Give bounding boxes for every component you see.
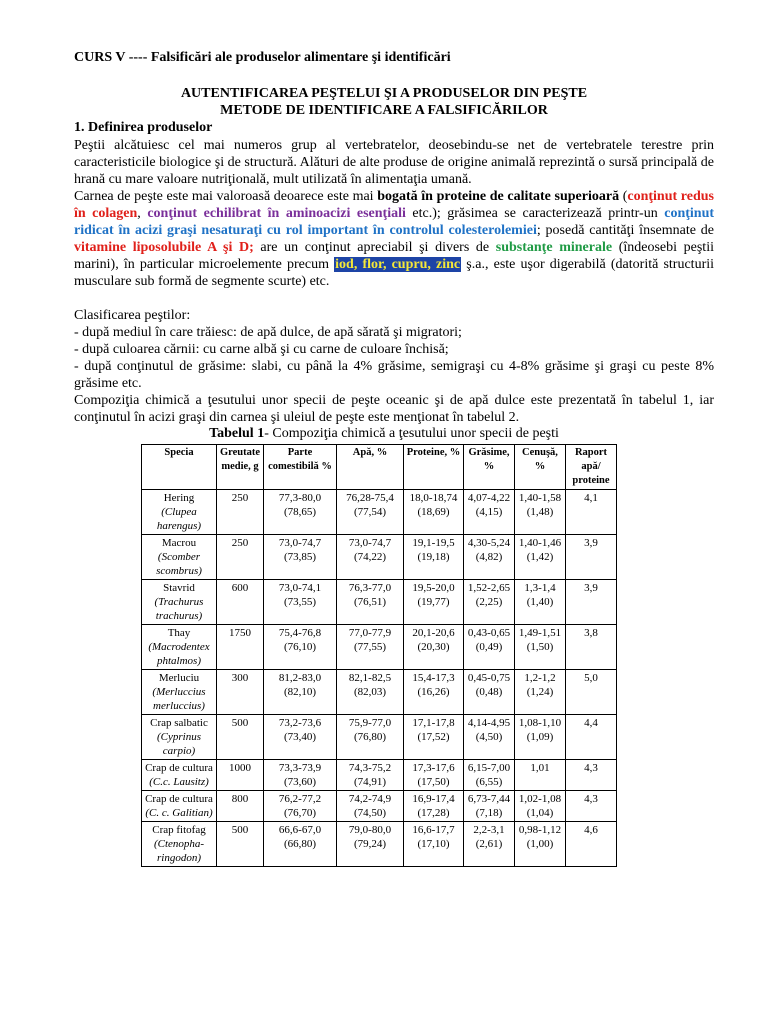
edible-cell [264,580,337,625]
species-name: Thay [167,627,191,639]
weight-cell [217,535,264,580]
classification-item: - după culoarea cărnii: cu carne albă şi cu carne de culoare închisă; [74,342,449,357]
water-cell [337,580,404,625]
cell-value: 16,6-17,7 [412,824,455,836]
cell-value: 1,3-1,4 [524,582,556,594]
header-cell: Apă, % [337,445,404,490]
fat-cell [464,625,515,670]
ash-cell [515,822,566,867]
cell-value: (73,85) [283,551,317,563]
cell-value: 500 [231,824,249,836]
cell-value: 250 [231,492,249,504]
cell-value: 1,08-1,10 [518,717,562,729]
cell-value: 3,9 [584,537,598,549]
fat-cell [464,822,515,867]
cell-value: (0,48) [475,686,503,698]
cell-value: 73,0-74,7 [278,537,322,549]
cell-value: 1750 [229,627,251,639]
species-name: Crap de cultura [145,762,213,774]
ratio-cell [566,580,617,625]
cell-value: (76,80) [353,731,387,743]
water-cell [337,625,404,670]
cell-value: 74,2-74,9 [348,793,392,805]
cell-value: 3,9 [584,582,598,594]
protein-cell [404,535,464,580]
classification-item: - după mediul în care trăiesc: de apă dulce, de apă sărată şi migratori; [74,325,462,340]
cell-value: 4,3 [584,762,598,774]
cell-value: 4,4 [584,717,598,729]
cell-value: 1,01 [530,762,550,774]
cell-value: 1,40-1,46 [518,537,562,549]
ratio-cell [566,760,617,791]
cell-value: (19,18) [417,551,450,563]
cell-value: 66,6-67,0 [278,824,322,836]
cell-value: 77,0-77,9 [348,627,392,639]
cell-value: 75,4-76,8 [278,627,322,639]
ash-cell [515,791,566,822]
protein-cell [404,670,464,715]
cell-value: 1,40-1,58 [518,492,562,504]
cell-value: 15,4-17,3 [412,672,455,684]
protein-cell [404,625,464,670]
ash-cell [515,715,566,760]
edible-cell [264,791,337,822]
cell-value: (82,10) [283,686,317,698]
caption-text: - Compoziţia chimică a ţesutului unor specii de peşti [264,426,559,441]
species-latin: (Scomber scombrus) [156,551,202,577]
cell-value: 4,14-4,95 [467,717,511,729]
species-cell [142,670,217,715]
cell-value: 17,3-17,6 [412,762,455,774]
text-span: ( [619,189,628,204]
cell-value: (16,26) [417,686,450,698]
cell-value: 0,98-1,12 [518,824,562,836]
ash-cell [515,580,566,625]
cell-value: 76,2-77,2 [278,793,322,805]
cell-value: 4,1 [584,492,598,504]
cell-value: 77,3-80,0 [278,492,322,504]
protein-cell [404,822,464,867]
text-span: etc.); grăsimea se caracterizează printr-un [405,206,665,221]
cell-value: (82,03) [353,686,387,698]
cell-value: 250 [231,537,249,549]
ratio-cell [566,715,617,760]
fat-cell [464,715,515,760]
weight-cell [217,822,264,867]
water-cell [337,670,404,715]
species-latin: (Clupea harengus) [156,506,202,532]
table-body [142,490,617,867]
species-latin: (Macrodentex phtalmos) [148,641,210,667]
header-cell: Cenuşă, % [515,445,566,490]
cell-value: (18,69) [417,506,450,518]
water-cell [337,822,404,867]
water-cell [337,791,404,822]
cell-value: 800 [231,793,249,805]
fat-cell [464,535,515,580]
edible-cell [264,535,337,580]
cell-value: (6,55) [475,776,503,788]
weight-cell [217,715,264,760]
cell-value: 4,6 [584,824,598,836]
highlight-protein: bogată în proteine de calitate superioară [377,189,620,204]
species-cell [142,791,217,822]
cell-value: 1000 [229,762,251,774]
cell-value: (0,49) [475,641,503,653]
cell-value: 2,2-3,1 [473,824,505,836]
edible-cell [264,625,337,670]
cell-value: 4,30-5,24 [467,537,511,549]
table-row [142,791,617,822]
ash-cell [515,760,566,791]
cell-value: 4,07-4,22 [467,492,511,504]
edible-cell [264,490,337,535]
header-cell: Specia [142,445,217,490]
caption-label: Tabelul 1 [209,426,265,441]
protein-cell [404,715,464,760]
ash-cell [515,535,566,580]
cell-value: (2,61) [475,838,503,850]
cell-value: 5,0 [584,672,598,684]
species-cell [142,625,217,670]
cell-value: (2,25) [475,596,503,608]
cell-value: (19,77) [417,596,450,608]
header-cell: Proteine, % [404,445,464,490]
cell-value: 82,1-82,5 [348,672,392,684]
species-latin: (C.c. Lausitz) [149,776,209,788]
highlight-fatty-acids: conţinut ridicat în acizi graşi nesaturaţi cu rol important în controlul colesterolemiei [74,206,715,238]
text-span: ; posedă cantităţi însemnate de [536,223,714,238]
table-row [142,670,617,715]
paragraph-intro: Peştii alcătuiesc cel mai numeros grup al vertebratelor, deosebindu-se net de vertebratele terestre prin caracteristicile biologice şi de structură. Alături de alte produse de origine animală reprezintă o sursă principală de hrană cu mare valoare nutriţională, mult utilizată în alimentaţia umană. [74,138,714,187]
protein-cell [404,791,464,822]
cell-value: 1,2-1,2 [524,672,556,684]
cell-value: (1,04) [526,807,554,819]
species-name: Crap fitofag [152,824,206,836]
species-name: Stavrid [163,582,195,594]
protein-cell [404,760,464,791]
table-row [142,580,617,625]
cell-value: (17,28) [417,807,450,819]
table-row [142,625,617,670]
cell-value: (1,40) [526,596,554,608]
cell-value: 3,8 [584,627,598,639]
cell-value: 16,9-17,4 [412,793,455,805]
text-span: ş.a., este uşor digerabilă (datorită structurii musculare sub formă de segmente scurte) etc. [74,257,715,289]
cell-value: (76,51) [353,596,387,608]
water-cell [337,490,404,535]
cell-value: (1,09) [526,731,554,743]
classification-item: - după conţinutul de grăsime: slabi, cu până la 4% grăsime, semigraşi cu 4-8% grăsime şi graşi cu peste 8% grăsime etc. [74,359,714,391]
table-row [142,822,617,867]
edible-cell [264,760,337,791]
cell-value: 73,3-73,9 [278,762,322,774]
species-latin: (Trachurus trachurus) [154,596,204,622]
species-cell [142,715,217,760]
species-cell [142,490,217,535]
cell-value: 74,3-75,2 [348,762,392,774]
text-span: are un conţinut apreciabil şi divers de [253,240,496,255]
table-row [142,535,617,580]
cell-value: (17,52) [417,731,450,743]
weight-cell [217,625,264,670]
species-name: Crap salbatic [150,717,208,729]
cell-value: (73,60) [283,776,317,788]
cell-value: 76,3-77,0 [348,582,392,594]
cell-value: 4,3 [584,793,598,805]
species-name: Macrou [161,537,197,549]
cell-value: 0,45-0,75 [467,672,511,684]
cell-value: (1,50) [526,641,554,653]
text-span: (îndeosebi peştii marini), în particular microelemente precum [74,240,714,272]
fat-cell [464,670,515,715]
paragraph-composition: Compoziţia chimică a ţesutului unor specii de peşte oceanic şi de apă dulce este prezentată în tabelul 1, iar conţinutul în acizi graşi din carnea şi uleiul de peşte este menţionat în tabelul 2. [74,393,714,425]
cell-value: 300 [231,672,249,684]
cell-value: 1,02-1,08 [518,793,562,805]
ash-cell [515,490,566,535]
weight-cell [217,760,264,791]
fat-cell [464,580,515,625]
cell-value: 79,0-80,0 [348,824,392,836]
fat-cell [464,490,515,535]
highlight-microelements: iod, flor, cupru, zinc [335,257,461,272]
cell-value: 0,43-0,65 [467,627,511,639]
header-cell: Raport apă/ proteine [566,445,617,490]
cell-value: (79,24) [353,838,387,850]
cell-value: 73,0-74,1 [278,582,322,594]
ratio-cell [566,822,617,867]
classification-title: Clasificarea peştilor: [74,308,191,323]
species-name: Crap de cultura [145,793,213,805]
cell-value: (4,50) [475,731,503,743]
text-span: , [137,206,148,221]
ratio-cell [566,670,617,715]
cell-value: 73,2-73,6 [278,717,322,729]
cell-value: 500 [231,717,249,729]
highlight-vitamins: vitamine liposolubile A şi D; [74,240,254,255]
cell-value: (66,80) [283,838,317,850]
cell-value: 20,1-20,6 [412,627,455,639]
cell-value: 18,0-18,74 [409,492,458,504]
cell-value: (4,82) [475,551,503,563]
table-caption [0,426,768,442]
ash-cell [515,625,566,670]
ash-cell [515,670,566,715]
section-heading: 1. Definirea produselor [74,120,213,135]
cell-value: (1,00) [526,838,554,850]
cell-value: 6,15-7,00 [467,762,511,774]
cell-value: (74,50) [353,807,387,819]
cell-value: (17,10) [417,838,450,850]
protein-cell [404,490,464,535]
cell-value: 600 [231,582,249,594]
cell-value: (4,15) [475,506,503,518]
ratio-cell [566,490,617,535]
cell-value: (77,55) [353,641,387,653]
highlight-minerals: substanţe minerale [495,240,613,255]
cell-value: (7,18) [475,807,503,819]
species-name: Merluciu [158,672,200,684]
cell-value: 81,2-83,0 [278,672,322,684]
cell-value: 73,0-74,7 [348,537,392,549]
header-cell: Parte comestibilă % [264,445,337,490]
cell-value: (76,10) [283,641,317,653]
ratio-cell [566,791,617,822]
fat-cell [464,791,515,822]
ratio-cell [566,535,617,580]
species-cell [142,580,217,625]
text-span: Carnea de peşte este mai valoroasă deoarece este mai [74,189,378,204]
species-latin: (C. c. Galitian) [145,807,213,819]
cell-value: 1,52-2,65 [467,582,511,594]
table-row [142,715,617,760]
weight-cell [217,490,264,535]
water-cell [337,535,404,580]
cell-value: (1,42) [526,551,554,563]
cell-value: 19,1-19,5 [412,537,455,549]
composition-table [141,444,617,867]
weight-cell [217,791,264,822]
cell-value: (20,30) [417,641,450,653]
species-latin: (Ctenopha-ringodon) [153,838,205,864]
course-title: CURS V ---- Falsificări ale produselor alimentare şi identificări [74,50,451,65]
edible-cell [264,715,337,760]
cell-value: 19,5-20,0 [412,582,455,594]
cell-value: 75,9-77,0 [348,717,392,729]
cell-value: (78,65) [283,506,317,518]
species-name: Hering [163,492,195,504]
cell-value: 17,1-17,8 [412,717,455,729]
cell-value: (73,55) [283,596,317,608]
highlight-collagen: conţinut redus în colagen [74,189,714,221]
table-row [142,760,617,791]
highlight-amino-acids: conţinut echilibrat în aminoacizi esenţiali [147,206,406,221]
edible-cell [264,670,337,715]
header-cell: Grăsime, % [464,445,515,490]
fat-cell [464,760,515,791]
cell-value: (74,22) [353,551,387,563]
table-header-row [142,445,617,490]
cell-value: (74,91) [353,776,387,788]
cell-value: (73,40) [283,731,317,743]
species-cell [142,822,217,867]
cell-value: 1,49-1,51 [518,627,562,639]
cell-value: (76,70) [283,807,317,819]
species-cell [142,760,217,791]
table-row [142,490,617,535]
species-cell [142,535,217,580]
species-latin: (Cyprinus carpio) [157,731,201,757]
weight-cell [217,580,264,625]
cell-value: (1,24) [526,686,554,698]
edible-cell [264,822,337,867]
paragraph-meat-value [74,188,714,290]
main-title-line-2: METODE DE IDENTIFICARE A FALSIFICĂRILOR [220,103,548,118]
ratio-cell [566,625,617,670]
header-cell: Greutate medie, g [217,445,264,490]
water-cell [337,715,404,760]
protein-cell [404,580,464,625]
cell-value: 6,73-7,44 [467,793,511,805]
main-title-line-1: AUTENTIFICAREA PEŞTELUI ŞI A PRODUSELOR DIN PEŞTE [180,86,588,101]
cell-value: (17,50) [417,776,450,788]
water-cell [337,760,404,791]
cell-value: (1,48) [526,506,554,518]
species-latin: (Merluccius merluccius) [152,686,206,712]
cell-value: (77,54) [353,506,387,518]
weight-cell [217,670,264,715]
cell-value: 76,28-75,4 [346,492,394,504]
